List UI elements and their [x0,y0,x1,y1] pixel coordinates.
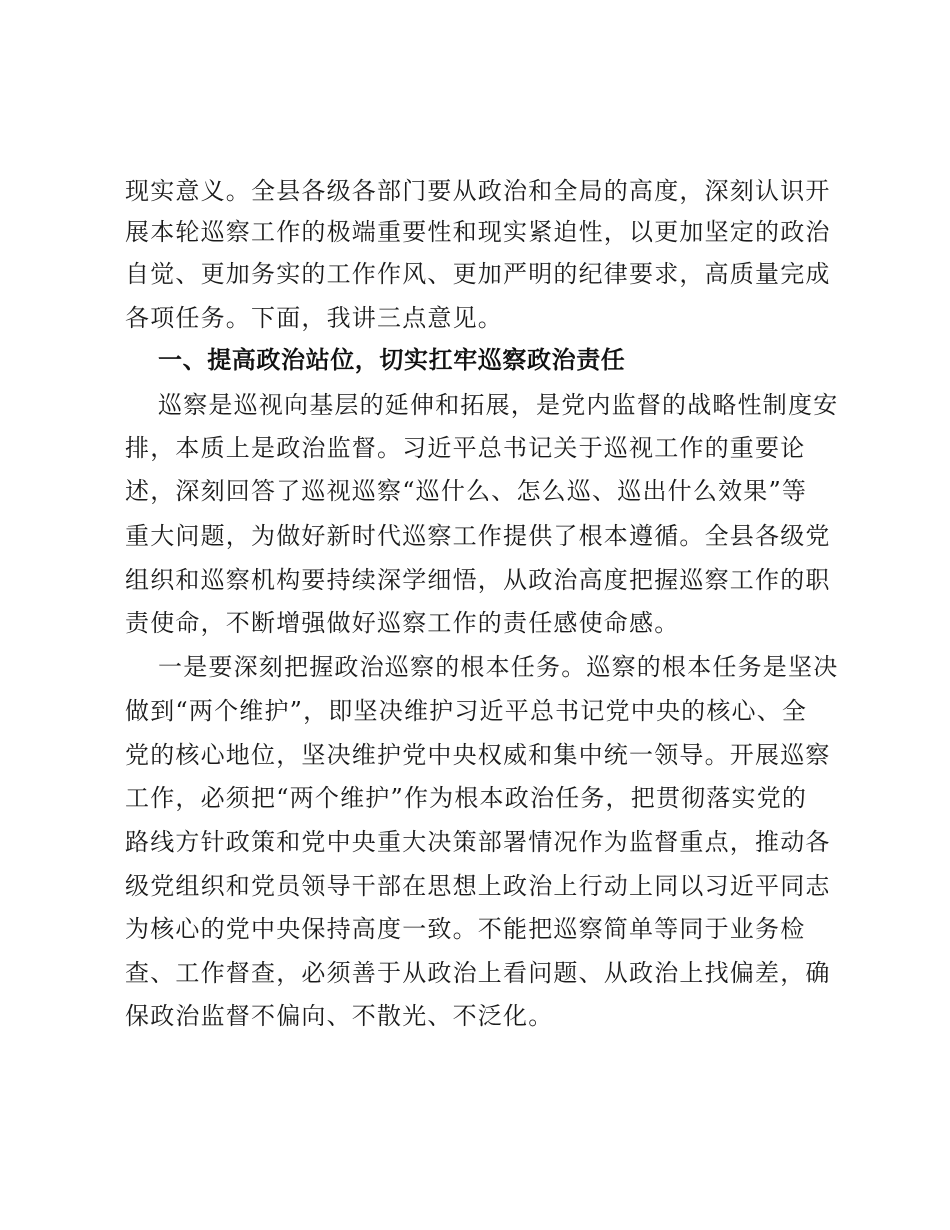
paragraph-line: 做到“两个维护”，即坚决维护习近平总书记党中央的核心、全 [125,697,808,725]
paragraph-line: 为核心的党中央保持高度一致。不能把巡察简单等同于业务检 [125,915,806,943]
paragraph-line: 现实意义。全县各级各部门要从政治和全局的高度，深刻认识开 [125,177,831,205]
paragraph-line: 组织和巡察机构要持续深学细悟，从政治高度把握巡察工作的职 [125,566,831,594]
paragraph-line: 党的核心地位，坚决维护党中央权威和集中统一领导。开展巡察 [125,741,831,769]
paragraph-line: 责使命，不断增强做好巡察工作的责任感使命感。 [125,609,680,637]
section-heading: 一、提高政治站位，切实扛牢巡察政治责任 [158,346,626,374]
paragraph-line: 一是要深刻把握政治巡察的根本任务。巡察的根本任务是坚决 [158,653,839,681]
paragraph-line: 巡察是巡视向基层的延伸和拓展，是党内监督的战略性制度安 [158,391,839,419]
paragraph-line: 级党组织和党员领导干部在思想上政治上行动上同以习近平同志 [125,872,831,900]
paragraph-line: 查、工作督查，必须善于从政治上看问题、从政治上找偏差，确 [125,959,831,987]
paragraph-line: 展本轮巡察工作的极端重要性和现实紧迫性，以更加坚定的政治 [125,218,831,246]
paragraph-line: 重大问题，为做好新时代巡察工作提供了根本遵循。全县各级党 [125,522,831,550]
paragraph-line: 各项任务。下面，我讲三点意见。 [125,304,503,332]
paragraph-line: 排，本质上是政治监督。习近平总书记关于巡视工作的重要论 [125,434,806,462]
paragraph-line: 工作，必须把“两个维护”作为根本政治任务，把贯彻落实党的 [125,784,808,812]
paragraph-line: 保政治监督不偏向、不散光、不泛化。 [125,1002,554,1030]
paragraph-line: 自觉、更加务实的工作作风、更加严明的纪律要求，高质量完成 [125,260,831,288]
paragraph-line: 述，深刻回答了巡视巡察“巡什么、怎么巡、巡出什么效果”等 [125,477,808,505]
paragraph-line: 路线方针政策和党中央重大决策部署情况作为监督重点，推动各 [125,828,831,856]
